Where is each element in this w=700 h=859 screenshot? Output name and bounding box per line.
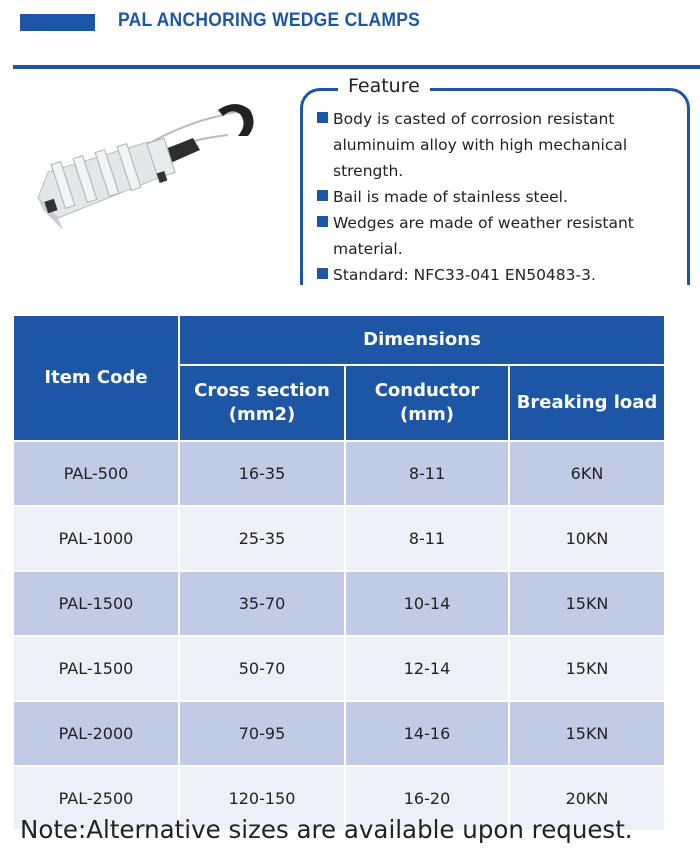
feature-item: Body is casted of corrosion resistant aluminuim alloy with high mechanical strength. — [315, 106, 685, 184]
feature-list — [315, 106, 685, 288]
cell-cross: 70-95 — [180, 702, 346, 767]
title-accent-bar — [20, 14, 95, 31]
cell-code: PAL-1000 — [14, 507, 180, 572]
cell-cross: 25-35 — [180, 507, 346, 572]
square-bullet-icon — [317, 268, 328, 279]
header-breaking-load: Breaking load — [510, 366, 666, 442]
table-row — [14, 572, 666, 637]
header-item-code: Item Code — [14, 316, 180, 442]
table-row — [14, 507, 666, 572]
cell-conductor: 8-11 — [346, 507, 510, 572]
page-title: PAL ANCHORING WEDGE CLAMPS — [118, 10, 421, 31]
header-divider — [13, 65, 700, 69]
cell-conductor: 10-14 — [346, 572, 510, 637]
square-bullet-icon — [317, 190, 328, 201]
cell-code: PAL-1500 — [14, 572, 180, 637]
cell-load: 15KN — [510, 637, 666, 702]
header-conductor: Conductor (mm) — [346, 366, 510, 442]
cell-cross: 120-150 — [180, 767, 346, 832]
product-image — [18, 80, 288, 240]
cell-conductor: 8-11 — [346, 442, 510, 507]
cell-conductor: 14-16 — [346, 702, 510, 767]
cell-load: 20KN — [510, 767, 666, 832]
cell-cross: 35-70 — [180, 572, 346, 637]
cell-code: PAL-500 — [14, 442, 180, 507]
cell-conductor: 12-14 — [346, 637, 510, 702]
cell-code: PAL-2500 — [14, 767, 180, 832]
header-cross-section: Cross section (mm2) — [180, 366, 346, 442]
spec-table — [14, 316, 666, 832]
cell-cross: 16-35 — [180, 442, 346, 507]
cell-cross: 50-70 — [180, 637, 346, 702]
feature-title: Feature — [338, 74, 430, 98]
table-row — [14, 442, 666, 507]
table-row — [14, 637, 666, 702]
feature-item: Standard: NFC33-041 EN50483-3. — [315, 262, 685, 288]
footer-note: Note:Alternative sizes are available upon request. — [20, 815, 633, 844]
cell-load: 6KN — [510, 442, 666, 507]
cell-conductor: 16-20 — [346, 767, 510, 832]
cell-load: 15KN — [510, 702, 666, 767]
feature-item: Wedges are made of weather resistant material. — [315, 210, 685, 262]
feature-item: Bail is made of stainless steel. — [315, 184, 685, 210]
cell-load: 10KN — [510, 507, 666, 572]
square-bullet-icon — [317, 216, 328, 227]
header-dimensions: Dimensions — [180, 316, 666, 366]
cell-code: PAL-1500 — [14, 637, 180, 702]
table-row — [14, 702, 666, 767]
cell-code: PAL-2000 — [14, 702, 180, 767]
cell-load: 15KN — [510, 572, 666, 637]
square-bullet-icon — [317, 112, 328, 123]
